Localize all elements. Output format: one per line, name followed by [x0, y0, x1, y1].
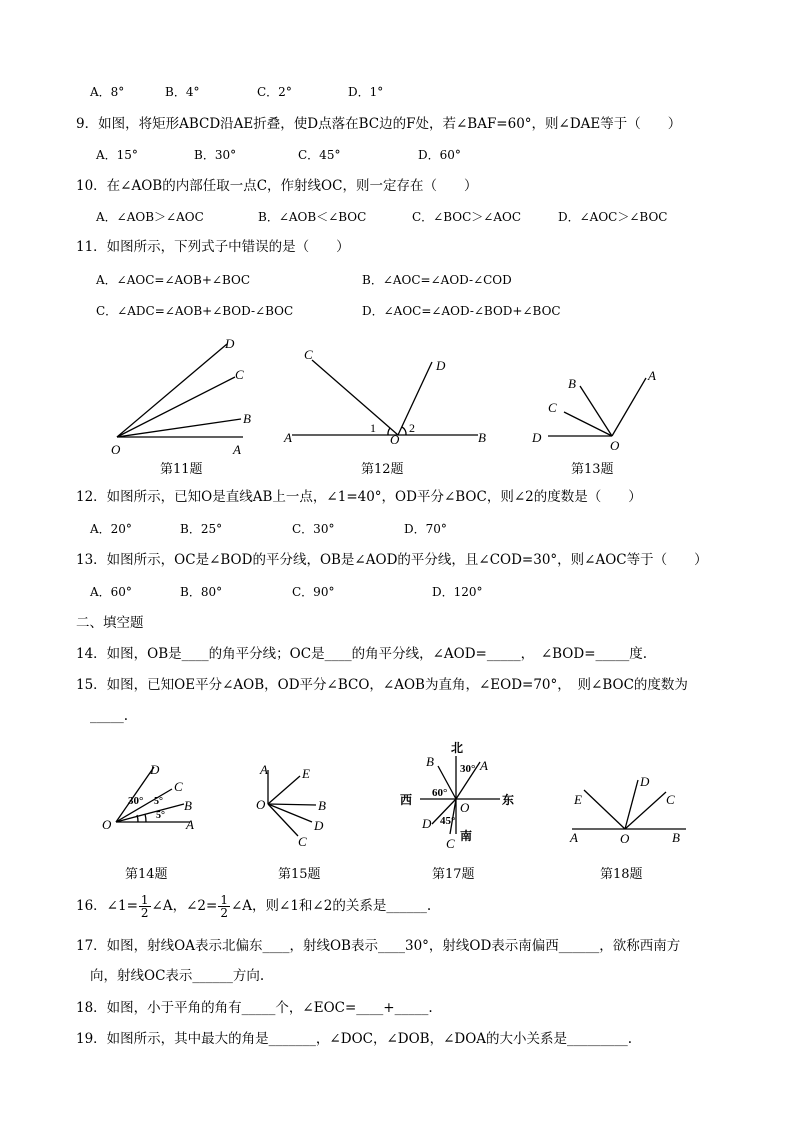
- fig18-label-o: O: [620, 831, 630, 846]
- fig14-label-30deg: 30°: [128, 795, 144, 807]
- q10-text: 10．在∠AOB的内部任取一点C，作射线OC，则一定存在（ ）: [76, 178, 478, 194]
- fig13-label-o: O: [610, 438, 620, 453]
- fig14-caption: 第14题: [125, 867, 168, 882]
- fig18-caption: 第18题: [600, 867, 643, 882]
- fig12-label-2: 2: [409, 421, 415, 435]
- fig14-label-o: O: [102, 817, 112, 832]
- fig17-label-b: B: [426, 754, 434, 769]
- fig14-label-a: A: [186, 817, 194, 832]
- q18-text: 18．如图，小于平角的角有_____个，∠EOC=____+_____.: [76, 1000, 433, 1016]
- fig14-label-b: B: [184, 798, 192, 813]
- q13-option-c: C．90°: [292, 585, 335, 599]
- fig11-caption: 第11题: [160, 462, 203, 477]
- fig15-label-o: O: [256, 797, 266, 812]
- fig18-label-e: E: [574, 792, 582, 807]
- fig11-label-b: B: [243, 411, 251, 426]
- fig18-label-d: D: [640, 774, 650, 789]
- q13-text: 13．如图所示，OC是∠BOD的平分线，OB是∠AOD的平分线，且∠COD=30°，则∠AOC等于（ ）: [76, 552, 708, 568]
- q17-line1: 17．如图，射线OA表示北偏东____，射线OB表示____30°，射线OD表示南偏西______，欲称西南方: [76, 938, 681, 954]
- q12-option-a: A．20°: [90, 522, 132, 536]
- figure-13: [528, 360, 668, 460]
- q12-text: 12．如图所示，已知O是直线AB上一点，∠1=40°，OD平分∠BOC，则∠2的度数是（ ）: [76, 489, 642, 505]
- q13-option-d: D．120°: [432, 585, 483, 599]
- fig17-label-c: C: [446, 836, 455, 851]
- q9-option-c: C．45°: [298, 148, 341, 162]
- q12-option-c: C．30°: [292, 522, 335, 536]
- fig15-label-c: C: [298, 834, 307, 849]
- fig17-label-30deg: 30°: [460, 763, 476, 775]
- fig13-caption: 第13题: [571, 462, 614, 477]
- fig15-label-d: D: [314, 818, 324, 833]
- q9-text: 9．如图，将矩形ABCD沿AE折叠，使D点落在BC边的F处，若∠BAF=60°，则∠DAE等于（ ）: [76, 116, 682, 132]
- fig13-label-d: D: [532, 430, 542, 445]
- q10-option-a: A．∠AOB＞∠AOC: [96, 210, 204, 224]
- fig15-label-b: B: [318, 798, 326, 813]
- q16-fraction-1: $\frac{1}{2}$: [140, 893, 149, 920]
- q16-fraction-2: $\frac{1}{2}$: [220, 893, 228, 920]
- fig15-label-e: E: [302, 766, 310, 781]
- figure-17: [396, 738, 526, 856]
- fig13-label-a: A: [648, 368, 656, 383]
- figure-12: [280, 340, 500, 450]
- q15-line2: _____.: [90, 708, 129, 724]
- fig12-label-a: A: [284, 430, 292, 445]
- q16-part2: ∠A，∠2=: [151, 898, 218, 914]
- fig11-label-c: C: [235, 367, 244, 382]
- fig12-label-1: 1: [370, 421, 376, 435]
- fig17-label-o: O: [460, 800, 470, 815]
- q11-option-d: D．∠AOC=∠AOD-∠BOD+∠BOC: [362, 304, 561, 318]
- fig17-label-60deg: 60°: [432, 787, 448, 799]
- fig18-label-c: C: [666, 792, 675, 807]
- q16-part1: 16．∠1=: [76, 898, 138, 914]
- fig14-label-5deg-b: 5°: [156, 810, 165, 821]
- fig17-label-east: 东: [502, 793, 515, 807]
- section-fill-in-heading: 二、填空题: [76, 615, 144, 631]
- fig12-label-o: O: [390, 432, 400, 447]
- q10-option-b: B．∠AOB＜∠BOC: [258, 210, 367, 224]
- fig15-caption: 第15题: [278, 867, 321, 882]
- fig17-label-d: D: [422, 816, 432, 831]
- figure-18: [562, 766, 692, 852]
- figure-15: [252, 754, 342, 854]
- q12-option-b: B．25°: [180, 522, 223, 536]
- q16-part3: ∠A，则∠1和∠2的关系是______.: [230, 898, 432, 914]
- fig12-label-c: C: [304, 347, 313, 362]
- q9-option-a: A．15°: [96, 148, 138, 162]
- fig13-label-b: B: [568, 376, 576, 391]
- q16-text: [76, 891, 431, 921]
- figure-14: [98, 752, 208, 834]
- q14-text: 14．如图，OB是____的角平分线；OC是____的角平分线，∠AOD=_____， ∠BOD=_____度.: [76, 646, 648, 662]
- q8-option-c: C．2°: [257, 85, 292, 99]
- fig17-label-north: 北: [451, 741, 464, 755]
- fig13-label-c: C: [548, 400, 557, 415]
- fig17-caption: 第17题: [432, 867, 475, 882]
- q12-option-d: D．70°: [404, 522, 447, 536]
- fig18-label-a: A: [570, 830, 578, 845]
- fig14-label-5deg-a: 5°: [154, 796, 163, 807]
- q8-option-b: B．4°: [165, 85, 200, 99]
- q17-line2: 向，射线OC表示______方向.: [90, 968, 265, 984]
- fig17-label-45deg: 45°: [440, 815, 456, 827]
- q8-option-a: A．8°: [90, 85, 125, 99]
- fig12-label-d: D: [436, 358, 446, 373]
- q9-option-b: B．30°: [194, 148, 237, 162]
- q11-option-a: A．∠AOC=∠AOB+∠BOC: [96, 273, 251, 287]
- q8-option-d: D．1°: [348, 85, 384, 99]
- fig12-label-b: B: [478, 430, 486, 445]
- fig12-caption: 第12题: [361, 462, 404, 477]
- fig11-label-o: O: [111, 442, 121, 457]
- q11-option-b: B．∠AOC=∠AOD-∠COD: [362, 273, 512, 287]
- q10-option-d: D．∠AOC＞∠BOC: [558, 210, 668, 224]
- fig14-label-d: D: [150, 762, 160, 777]
- fig15-label-a: A: [260, 762, 268, 777]
- fig18-label-b: B: [672, 830, 680, 845]
- q9-option-d: D．60°: [418, 148, 461, 162]
- fig17-label-south: 南: [460, 829, 473, 843]
- q11-option-c: C．∠ADC=∠AOB+∠BOD-∠BOC: [96, 304, 294, 318]
- figure-11: [105, 330, 255, 460]
- fig14-label-c: C: [174, 779, 183, 794]
- fig11-label-a: A: [233, 442, 241, 457]
- q15-line1: 15．如图，已知OE平分∠AOB，OD平分∠BCO，∠AOB为直角，∠EOD=70°， 则∠BOC的度数为: [76, 677, 688, 693]
- q10-option-c: C．∠BOC＞∠AOC: [412, 210, 522, 224]
- fig17-label-west: 西: [400, 793, 413, 807]
- q13-option-b: B．80°: [180, 585, 223, 599]
- q19-text: 19．如图所示，其中最大的角是_______，∠DOC，∠DOB，∠DOA的大小关系是_________.: [76, 1031, 633, 1047]
- q11-text: 11．如图所示，下列式子中错误的是（ ）: [76, 239, 350, 255]
- fig17-label-a: A: [480, 758, 488, 773]
- fig11-label-d: D: [225, 336, 235, 351]
- q13-option-a: A．60°: [90, 585, 132, 599]
